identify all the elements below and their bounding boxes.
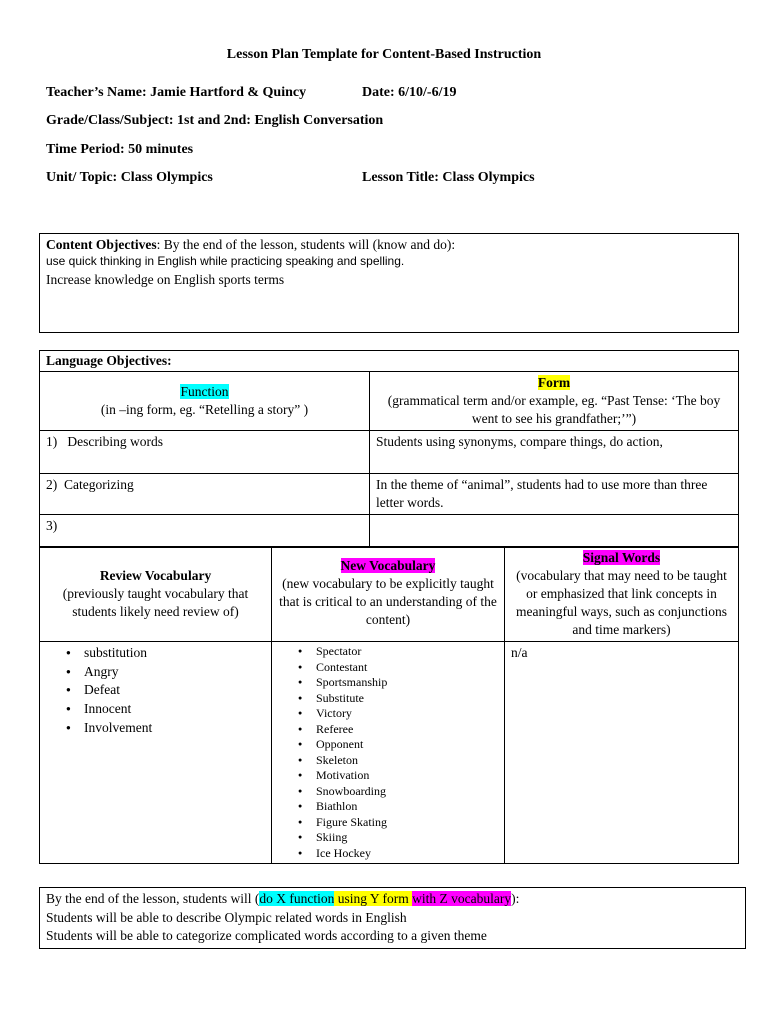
list-item: ● Substitute: [272, 691, 498, 707]
new-vocabulary-hint: (new vocabulary to be explicitly taught that is critical to an understanding of the content): [279, 576, 497, 627]
list-item: ● Motivation: [272, 768, 498, 784]
function-hint: (in –ing form, eg. “Retelling a story” ): [100, 402, 309, 417]
lesson-title: Lesson Title: Class Olympics: [362, 170, 535, 185]
function-text: Describing words: [67, 434, 163, 449]
row-number: 2): [46, 477, 58, 492]
list-item: ● Victory: [272, 706, 498, 722]
summary-suffix: ):: [511, 891, 520, 906]
row-number: 3): [46, 518, 58, 533]
row-number: 1): [46, 434, 58, 449]
form-row-1: Students using synonyms, compare things, do action,: [370, 431, 739, 474]
list-item: ● Figure Skating: [272, 815, 498, 831]
summary-z-vocabulary: with Z vocabulary: [412, 891, 512, 906]
signal-words-header: [505, 547, 739, 642]
function-row-1: [40, 431, 370, 474]
time-period: Time Period: 50 minutes: [46, 142, 194, 157]
unit-topic: Unit/ Topic: Class Olympics: [46, 170, 213, 185]
summary-line-2: Students will be able to categorize complicated words according to a given theme: [46, 928, 487, 943]
summary-table: [39, 887, 746, 949]
list-item: ● Referee: [272, 722, 498, 738]
form-hint: (grammatical term and/or example, eg. “Past Tense: ‘The boy went to see his grandfather;’”): [387, 393, 721, 426]
function-row-3: [40, 515, 370, 548]
signal-words-label: Signal Words: [582, 550, 661, 565]
grade-class-subject: Grade/Class/Subject: 1st and 2nd: English Conversation: [46, 113, 384, 128]
function-header: [40, 372, 370, 431]
review-vocabulary-list-cell: [40, 642, 272, 864]
list-item: ● Spectator: [272, 644, 498, 660]
list-item: ● Sportsmanship: [272, 675, 498, 691]
summary-prefix: By the end of the lesson, students will (: [46, 891, 260, 906]
summary-y-form: using Y form: [334, 891, 413, 906]
list-item: ● Snowboarding: [272, 784, 498, 800]
content-objectives-table: [39, 233, 739, 333]
list-item: ● Defeat: [40, 681, 265, 700]
form-row-3: [370, 515, 739, 548]
form-row-2: In the theme of “animal”, students had to use more than three letter words.: [370, 474, 739, 515]
list-item: ● Skeleton: [272, 753, 498, 769]
list-item: ● substitution: [40, 644, 265, 663]
function-label: Function: [180, 384, 229, 399]
list-item: ● Opponent: [272, 737, 498, 753]
review-vocabulary-label: Review Vocabulary: [99, 568, 212, 583]
function-text: Categorizing: [64, 477, 134, 492]
new-vocabulary-header: [272, 547, 505, 642]
review-vocabulary-header: [40, 547, 272, 642]
list-item: ● Ice Hockey: [272, 846, 498, 862]
language-objectives-table: [39, 350, 739, 548]
language-objectives-label: Language Objectives:: [40, 351, 739, 372]
form-label: Form: [537, 375, 571, 390]
date: Date: 6/10/-6/19: [362, 85, 457, 100]
content-objectives-cell: [40, 234, 739, 333]
new-vocabulary-list: [272, 644, 498, 861]
summary-x-function: do X function: [259, 891, 335, 906]
list-item: ● Contestant: [272, 660, 498, 676]
content-objectives-label: Content Objectives: [46, 237, 157, 252]
list-item: ● Involvement: [40, 719, 265, 738]
review-vocabulary-hint: (previously taught vocabulary that students likely need review of): [62, 586, 249, 619]
signal-words-cell: n/a: [505, 642, 739, 864]
page-title: Lesson Plan Template for Content-Based Instruction: [226, 47, 542, 62]
content-objective-2: Increase knowledge on English sports terms: [46, 272, 285, 287]
list-item: ● Angry: [40, 663, 265, 682]
list-item: ● Skiing: [272, 830, 498, 846]
content-objectives-intro: : By the end of the lesson, students will (know and do):: [156, 237, 456, 252]
new-vocabulary-list-cell: [272, 642, 505, 864]
summary-line-1: Students will be able to describe Olympic related words in English: [46, 909, 407, 925]
list-item: ● Innocent: [40, 700, 265, 719]
form-header: [370, 372, 739, 431]
content-objective-1: use quick thinking in English while practicing speaking and spelling.: [46, 254, 405, 268]
signal-words-hint: (vocabulary that may need to be taught or emphasized that link concepts in meaningful ways, such as conjunctions and time markers): [515, 568, 728, 637]
new-vocabulary-label: New Vocabulary: [340, 558, 436, 573]
teacher-name: Teacher’s Name: Jamie Hartford & Quincy: [46, 85, 307, 100]
summary-cell: [40, 888, 746, 949]
function-row-2: [40, 474, 370, 515]
vocabulary-table: [39, 546, 739, 864]
review-vocabulary-list: [40, 644, 265, 738]
list-item: ● Biathlon: [272, 799, 498, 815]
